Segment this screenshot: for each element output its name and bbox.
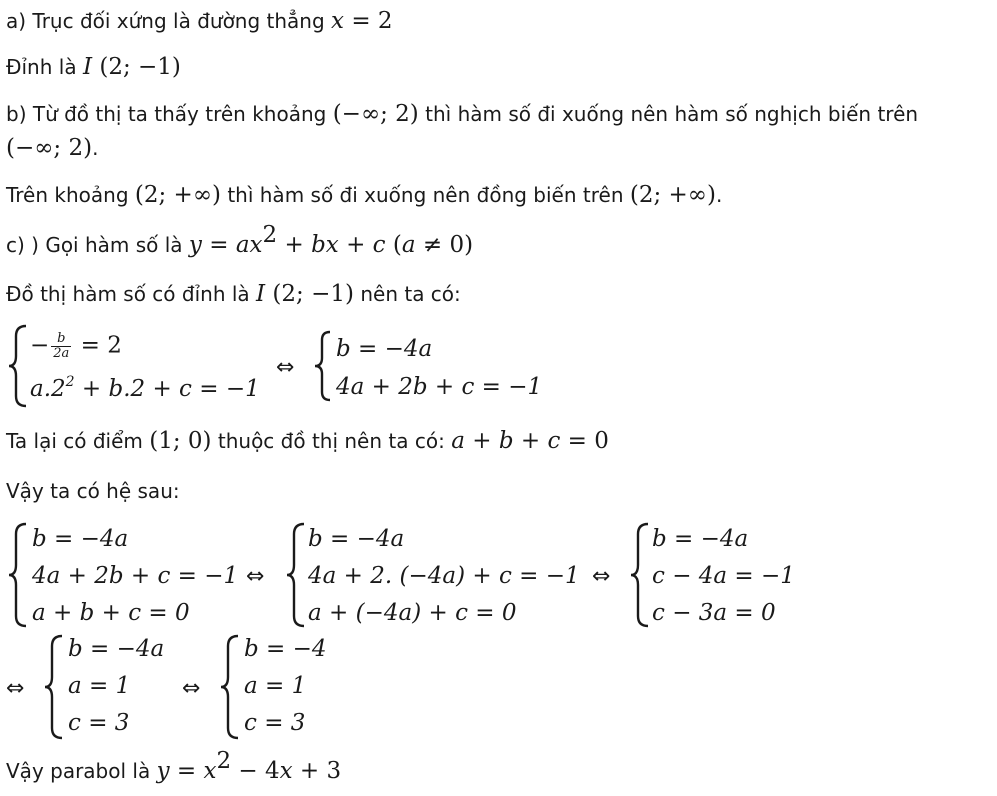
system-2-b-row-3: a + (−4a) + c = 0 (308, 600, 517, 626)
part-c-line-2: Đồ thị hàm số có đỉnh là I (2; −1) nên ta có: (6, 281, 461, 307)
system-2-a-row-2: 4a + 2b + c = −1 (32, 563, 239, 589)
system-2-a-row-1: b = −4a (32, 526, 129, 552)
system-3-b-row-1: b = −4 (244, 636, 327, 662)
system-2-b-row-1: b = −4a (308, 526, 405, 552)
part-c-line-3: Ta lại có điểm (1; 0) thuộc đồ thị nên ta có: a + b + c = 0 (6, 428, 609, 454)
vertex-line: Đỉnh là I (2; −1) (6, 54, 181, 80)
left-brace-icon (310, 322, 336, 410)
equivalence-arrow-icon: ⇔ (182, 676, 201, 701)
system-2 (6, 520, 806, 632)
system-3-a-row-1: b = −4a (68, 636, 165, 662)
left-brace-icon (284, 520, 310, 630)
part-a-text: a) Trục đối xứng là đường thẳng (6, 9, 332, 33)
part-b-line-2: (−∞; 2). (6, 135, 99, 161)
equivalence-arrow-icon: ⇔ (592, 564, 611, 589)
part-b-line-1: b) Từ đồ thị ta thấy trên khoảng (−∞; 2) thì hàm số đi xuống nên hàm số nghịch biến trên (6, 101, 919, 127)
left-brace-icon (628, 520, 654, 630)
system-2-c-row-3: c − 3a = 0 (652, 600, 776, 626)
part-c-line-1: c) ) Gọi hàm số là $y = ax^2$ + bx + c (a ≠ 0) (6, 222, 474, 258)
system-3-a-row-3: c = 3 (68, 710, 130, 736)
system-1-right-row-2: 4a + 2b + c = −1 (336, 374, 543, 400)
system-2-b-row-2: 4a + 2. (−4a) + c = −1 (308, 563, 580, 589)
left-brace-icon (6, 520, 32, 630)
equivalence-arrow-icon: ⇔ (246, 564, 265, 589)
equivalence-arrow-icon: ⇔ (6, 676, 25, 701)
part-a-line: a) Trục đối xứng là đường thẳng x = 2 (6, 8, 393, 34)
system-2-c-row-1: b = −4a (652, 526, 749, 552)
part-c-line-4: Vậy ta có hệ sau: (6, 479, 180, 503)
equivalence-arrow-icon: ⇔ (276, 355, 295, 380)
system-2-c-row-2: c − 4a = −1 (652, 563, 795, 589)
system-1-left-row-2: $a.2^2 + b.2 + c = -1$ (30, 374, 260, 402)
system-2-a-row-3: a + b + c = 0 (32, 600, 190, 626)
left-brace-icon (6, 322, 32, 410)
system-3-b-row-3: c = 3 (244, 710, 306, 736)
left-brace-icon (218, 632, 244, 742)
left-brace-icon (42, 632, 68, 742)
part-b-line-3: Trên khoảng (2; +∞) thì hàm số đi xuống nên đồng biến trên (2; +∞). (6, 182, 723, 208)
system-3-a-row-2: a = 1 (68, 673, 131, 699)
system-3-b-row-2: a = 1 (244, 673, 307, 699)
system-1-left-row-1: − $\frac{b}{2a}$ = 2 (30, 331, 122, 361)
final-answer-line: Vậy parabol là $y = x^2 - 4x + 3$ (6, 748, 342, 784)
system-1 (6, 322, 566, 412)
system-3 (6, 632, 406, 744)
system-1-right-row-1: b = −4a (336, 336, 433, 362)
